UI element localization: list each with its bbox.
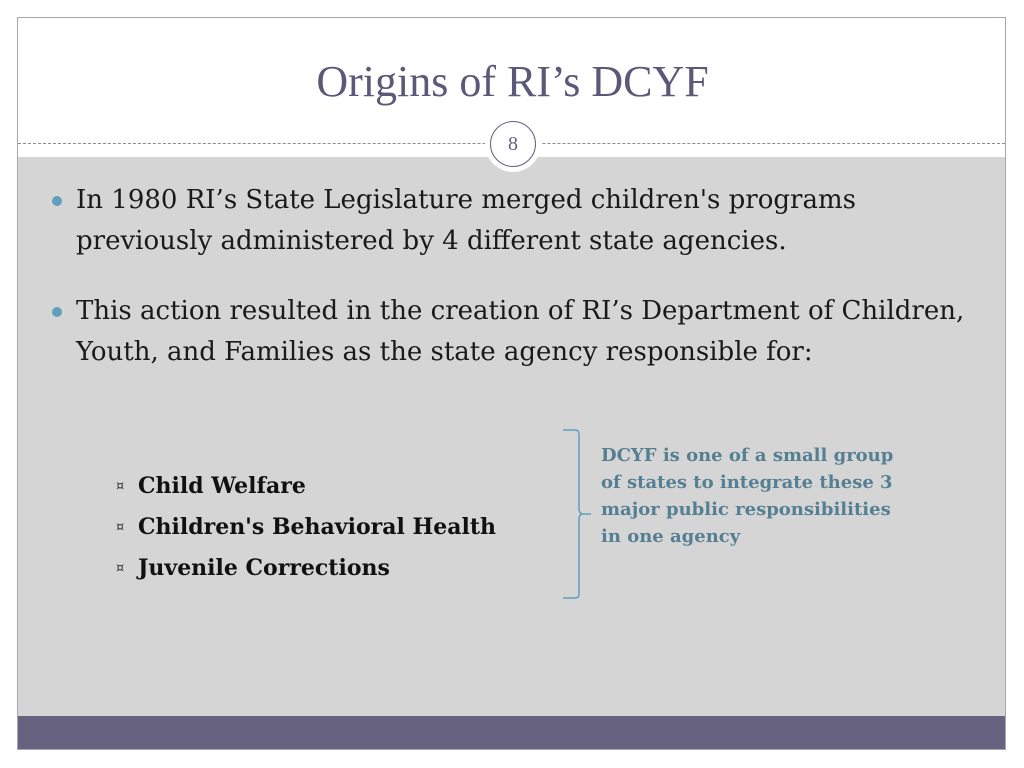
page-number-badge [485,116,541,172]
responsibility-text: Children's Behavioral Health [138,514,497,540]
currency-sign-icon: ¤ [116,479,125,494]
currency-sign-icon: ¤ [116,561,125,576]
bullet-text: This action resulted in the creation of RI’s Department of Children, Youth, and Families as the state agency responsible for: [76,296,965,367]
bullet-text: In 1980 RI’s State Legislature merged children's programs previously administered by 4 different state agencies. [76,185,856,256]
responsibility-list [116,466,496,589]
responsibility-item [116,507,496,548]
footer-bar [18,716,1005,750]
bullet-item [52,291,972,373]
page-number: 8 [508,133,518,155]
slide [17,17,1006,750]
currency-sign-icon: ¤ [116,520,125,535]
callout-text: DCYF is one of a small group of states to integrate these 3 major public responsibilities in one agency [601,445,894,547]
bullet-dot-icon [52,307,62,317]
slide-title: Origins of RI’s DCYF [316,57,709,106]
responsibility-text: Juvenile Corrections [138,555,390,581]
responsibility-item [116,548,496,589]
responsibility-text: Child Welfare [138,473,306,499]
right-brace-icon [562,428,592,600]
responsibility-item [116,466,496,507]
bullet-item [52,180,972,262]
bullet-dot-icon [52,196,62,206]
bullet-list [52,180,972,402]
